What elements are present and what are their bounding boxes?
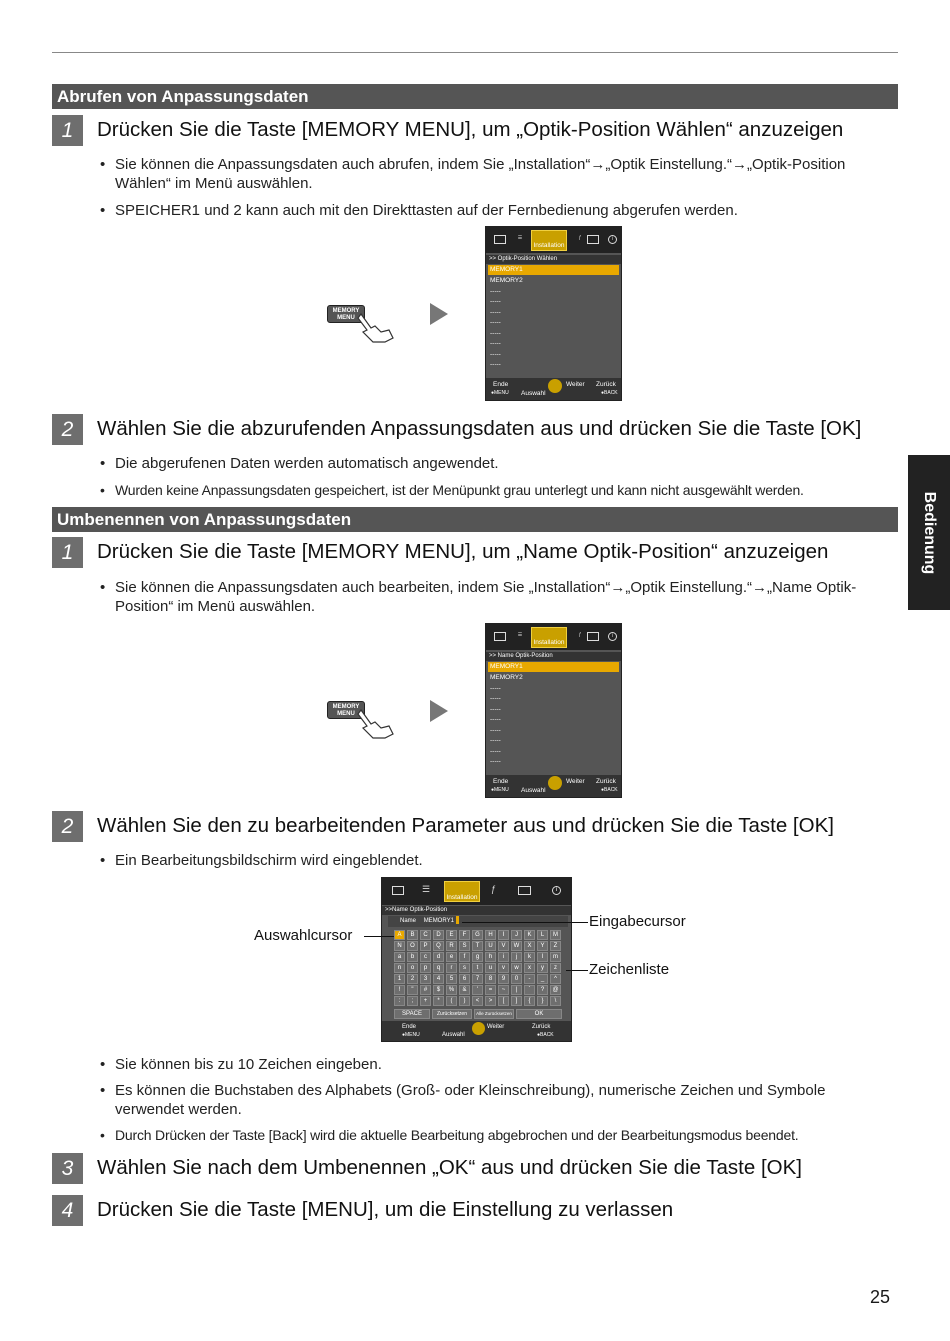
callout-line [364, 936, 394, 937]
character-key: E [446, 930, 457, 940]
character-key: : [394, 996, 405, 1006]
character-key: X [524, 941, 535, 951]
bullet-item: • Sie können die Anpassungsdaten auch abrufen, indem Sie „Installation“→„Optik Einstellung.“→„Optik-Position Wählen“ im Menü auswählen. [100, 156, 846, 192]
menu-screenshot [485, 226, 622, 401]
character-key: ] [511, 996, 522, 1006]
side-tab [908, 455, 950, 610]
menu-item-empty: ----- [490, 758, 501, 765]
character-key: c [420, 952, 431, 962]
character-key: C [420, 930, 431, 940]
menu-item-empty: ----- [490, 716, 501, 723]
character-key: B [407, 930, 418, 940]
menu-item-empty: ----- [490, 361, 501, 368]
character-key: u [485, 963, 496, 973]
memory-menu-button: MEMORY MENU [327, 305, 365, 323]
step-title: Wählen Sie nach dem Umbenennen „OK“ aus und drücken Sie die Taste [OK] [97, 1156, 802, 1179]
character-key: \ [550, 996, 561, 1006]
picture-icon [494, 235, 506, 244]
character-key: } [537, 996, 548, 1006]
menu-footer: Ende ●MENU Auswahl Weiter Zurück ●BACK [486, 775, 621, 797]
bullet-item: • Wurden keine Anpassungsdaten gespeichert, ist der Menüpunkt grau unterlegt und kann nicht ausgewählt werden. [100, 482, 804, 498]
character-key: 0 [511, 974, 522, 984]
character-key: Q [433, 941, 444, 951]
step-number: 2 [52, 414, 83, 445]
character-key: r [446, 963, 457, 973]
character-key: & [459, 985, 470, 995]
side-tab-label: Bedienung [921, 491, 938, 574]
character-key: N [394, 941, 405, 951]
menu-header: >> Optik-Position Wählen [486, 255, 621, 264]
play-arrow-icon [430, 700, 448, 722]
space-key: SPACE [394, 1009, 430, 1019]
character-key: 7 [472, 974, 483, 984]
info-icon: i [608, 235, 617, 244]
menu-header: >> Name Optik-Position [486, 652, 621, 661]
bullet-item: • Durch Drücken der Taste [Back] wird die aktuelle Bearbeitung abgebrochen und der Bearbeitungsmodus beendet. [100, 1127, 799, 1143]
reset-key: Zurücksetzen [432, 1009, 472, 1019]
character-key: s [459, 963, 470, 973]
character-key: ^ [550, 974, 561, 984]
character-key: $ [433, 985, 444, 995]
character-key: { [524, 996, 535, 1006]
menu-item-empty: ----- [490, 706, 501, 713]
character-key: * [433, 996, 444, 1006]
installation-tab: Installation [531, 230, 567, 251]
character-key: t [472, 963, 483, 973]
character-key: m [550, 952, 561, 962]
character-key: # [420, 985, 431, 995]
info-icon: i [552, 886, 561, 895]
character-key: " [407, 985, 418, 995]
picture-icon [494, 632, 506, 641]
character-key: ) [459, 996, 470, 1006]
character-key: + [420, 996, 431, 1006]
hdmi-icon [587, 235, 599, 244]
tool-icon: ƒ [491, 884, 497, 894]
character-key: Z [550, 941, 561, 951]
character-key: e [446, 952, 457, 962]
menu-header: >>Name Optik-Position [382, 906, 571, 915]
settings-sliders-icon: ☰ [422, 884, 431, 894]
character-key: z [550, 963, 561, 973]
menu-item-empty: ----- [490, 727, 501, 734]
tool-icon: ƒ [578, 235, 582, 241]
character-key: i [498, 952, 509, 962]
top-rule [52, 52, 898, 53]
memory-menu-button: MEMORY MENU [327, 701, 365, 719]
character-key: ~ [498, 985, 509, 995]
character-key: y [537, 963, 548, 973]
character-key: ( [446, 996, 457, 1006]
play-arrow-icon [430, 303, 448, 325]
section-heading: Abrufen von Anpassungsdaten [52, 84, 898, 109]
character-key: x [524, 963, 535, 973]
info-icon: i [608, 632, 617, 641]
character-key: [ [498, 996, 509, 1006]
installation-tab: Installation [531, 627, 567, 648]
menu-item-memory2: MEMORY2 [490, 674, 523, 681]
character-key: l [537, 952, 548, 962]
character-key: q [433, 963, 444, 973]
menu-footer: Ende ●MENU Auswahl Weiter Zurück ●BACK [486, 378, 621, 400]
hdmi-icon [587, 632, 599, 641]
character-key: A [394, 930, 405, 940]
installation-tab: Installation [444, 881, 480, 902]
section-heading: Umbenennen von Anpassungsdaten [52, 507, 898, 532]
character-key: d [433, 952, 444, 962]
character-key: @ [550, 985, 561, 995]
bullet-item: • Sie können die Anpassungsdaten auch bearbeiten, indem Sie „Installation“→„Optik Einstellung.“→„Name Optik-Position“ im Menü auswählen. [100, 579, 857, 615]
bullet-item: • Ein Bearbeitungsbildschirm wird eingeblendet. [100, 852, 423, 869]
menu-item-empty: ----- [490, 330, 501, 337]
character-key: _ [537, 974, 548, 984]
character-key: 2 [407, 974, 418, 984]
character-key: ; [407, 996, 418, 1006]
character-key: 1 [394, 974, 405, 984]
character-key: f [459, 952, 470, 962]
character-key: M [550, 930, 561, 940]
callout-line [566, 970, 588, 971]
bullet-item: • Sie können bis zu 10 Zeichen eingeben. [100, 1056, 382, 1073]
character-key: S [459, 941, 470, 951]
menu-item-memory1: MEMORY1 [488, 662, 619, 672]
step-number: 1 [52, 537, 83, 568]
character-key: ? [537, 985, 548, 995]
character-key: V [498, 941, 509, 951]
character-key: = [485, 985, 496, 995]
character-key: K [524, 930, 535, 940]
character-key: 4 [433, 974, 444, 984]
menu-icon-bar [382, 878, 571, 905]
character-key: j [511, 952, 522, 962]
character-key: o [407, 963, 418, 973]
menu-item-empty: ----- [490, 737, 501, 744]
character-key: > [485, 996, 496, 1006]
character-key: F [459, 930, 470, 940]
character-key: k [524, 952, 535, 962]
character-key: n [394, 963, 405, 973]
character-key: a [394, 952, 405, 962]
character-key: h [485, 952, 496, 962]
page-number: 25 [870, 1287, 891, 1307]
callout-line [462, 922, 588, 923]
step-number: 4 [52, 1195, 83, 1226]
pointing-hand-icon [355, 706, 397, 740]
settings-sliders-icon: ☰ [517, 632, 523, 638]
step-title: Drücken Sie die Taste [MEMORY MENU], um „Name Optik-Position“ anzuzeigen [97, 540, 829, 563]
character-key: U [485, 941, 496, 951]
settings-sliders-icon: ☰ [517, 235, 523, 241]
menu-screenshot [485, 623, 622, 798]
character-key: 8 [485, 974, 496, 984]
menu-item-memory2: MEMORY2 [490, 277, 523, 284]
character-key: Y [537, 941, 548, 951]
name-field: Name MEMORY1 [388, 916, 568, 927]
menu-icon-bar [486, 227, 621, 253]
menu-item-empty: ----- [490, 351, 501, 358]
step-title: Wählen Sie den zu bearbeitenden Parameter aus und drücken Sie die Taste [OK] [97, 814, 834, 837]
character-key: L [537, 930, 548, 940]
character-key: ! [394, 985, 405, 995]
character-key: p [420, 963, 431, 973]
ok-dial-icon [548, 379, 562, 393]
callout-selection-cursor: Auswahlcursor [254, 927, 353, 944]
character-key: W [511, 941, 522, 951]
character-key: - [524, 974, 535, 984]
reset-all-key: Alle Zurücksetzen [474, 1009, 514, 1019]
menu-item-empty: ----- [490, 288, 501, 295]
character-key: w [511, 963, 522, 973]
ok-dial-icon [472, 1022, 485, 1035]
step-number: 1 [52, 115, 83, 146]
menu-item-empty: ----- [490, 309, 501, 316]
hdmi-icon [518, 886, 531, 895]
character-key: ' [472, 985, 483, 995]
character-key: < [472, 996, 483, 1006]
character-key: g [472, 952, 483, 962]
character-key: b [407, 952, 418, 962]
ok-dial-icon [548, 776, 562, 790]
picture-icon [392, 886, 404, 895]
character-key: D [433, 930, 444, 940]
menu-item-memory1: MEMORY1 [488, 265, 619, 275]
menu-item-empty: ----- [490, 695, 501, 702]
character-key: v [498, 963, 509, 973]
character-key: R [446, 941, 457, 951]
keyboard-screenshot [381, 877, 572, 1042]
bullet-item: • Die abgerufenen Daten werden automatisch angewendet. [100, 455, 499, 472]
character-key: 5 [446, 974, 457, 984]
bullet-item: • SPEICHER1 und 2 kann auch mit den Direkttasten auf der Fernbedienung abgerufen werden. [100, 202, 738, 219]
character-key: % [446, 985, 457, 995]
menu-item-empty: ----- [490, 340, 501, 347]
character-key: 9 [498, 974, 509, 984]
character-key: 3 [420, 974, 431, 984]
step-title: Wählen Sie die abzurufenden Anpassungsdaten aus und drücken Sie die Taste [OK] [97, 417, 862, 440]
character-key: | [511, 985, 522, 995]
character-key: ` [524, 985, 535, 995]
menu-item-empty: ----- [490, 748, 501, 755]
character-key: O [407, 941, 418, 951]
step-title: Drücken Sie die Taste [MEMORY MENU], um „Optik-Position Wählen“ anzuzeigen [97, 118, 844, 141]
character-key: I [498, 930, 509, 940]
tool-icon: ƒ [578, 632, 582, 638]
step-number: 3 [52, 1153, 83, 1184]
pointing-hand-icon [355, 310, 397, 344]
menu-icon-bar [486, 624, 621, 650]
callout-input-cursor: Eingabecursor [589, 913, 686, 930]
character-key: T [472, 941, 483, 951]
character-key: P [420, 941, 431, 951]
step-title: Drücken Sie die Taste [MENU], um die Einstellung zu verlassen [97, 1198, 674, 1221]
character-key: G [472, 930, 483, 940]
callout-character-list: Zeichenliste [589, 961, 670, 978]
character-key: J [511, 930, 522, 940]
menu-item-empty: ----- [490, 685, 501, 692]
input-cursor [456, 916, 459, 924]
bullet-item: • Es können die Buchstaben des Alphabets (Groß- oder Kleinschreibung), numerische Zeichen und Symbole verwendet werden. [100, 1082, 826, 1118]
character-key: 6 [459, 974, 470, 984]
character-key: H [485, 930, 496, 940]
step-number: 2 [52, 811, 83, 842]
ok-key: OK [516, 1009, 562, 1019]
menu-item-empty: ----- [490, 298, 501, 305]
menu-item-empty: ----- [490, 319, 501, 326]
menu-footer: Ende ●MENU Auswahl Weiter Zurück ●BACK [382, 1021, 571, 1041]
